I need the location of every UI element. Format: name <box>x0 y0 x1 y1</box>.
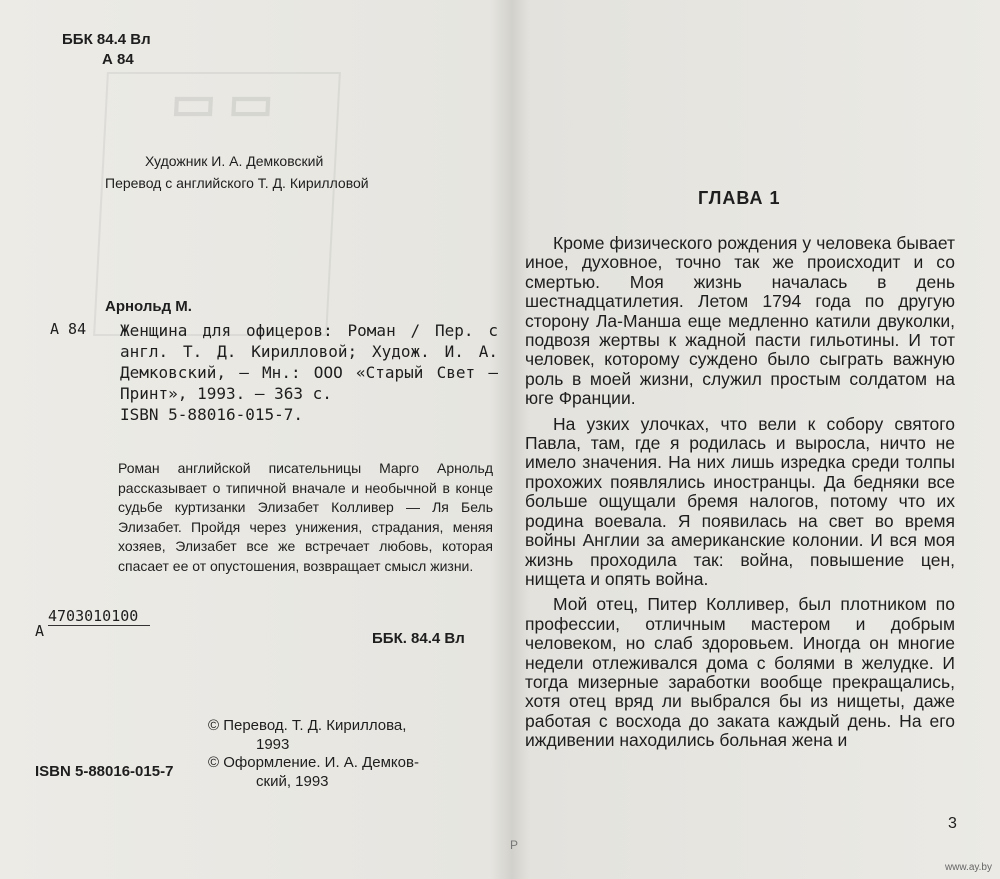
paragraph: Мой отец, Питер Колливер, был плотником по профессии, отличным мастером и добрым человеком, но слаб здоровьем. Иногда он многие недели отлеживался дома с болями в желудке. И тогда мизерные заработки вообще прекращались, хотя отец вряд ли выбрался бы из нищеты, даже работая с восхода до заката каждый день. На его иждивении находились больная жена и <box>525 594 955 751</box>
copyright-line: © Оформление. И. А. Демков- <box>208 754 419 771</box>
bibliographic-description: Женщина для офицеров: Роман / Пер. с англ. Т. Д. Кирилловой; Худож. И. А. Демковский, — Мн.: ООО «Старый Свет — Принт», 1993. — 363 с. <box>120 321 498 403</box>
credit-translator: Перевод с английского Т. Д. Кирилловой <box>105 175 369 191</box>
credits <box>105 150 369 194</box>
author-heading: Арнольд М. <box>105 298 192 315</box>
annotation: Роман английской писательницы Марго Арнольд рассказывает о типичной вначале и необычной в конце судьбе куртизанки Элизабет Колливер — Ля Бель Элизабет. Пройдя через унижения, страдания, меняя хозяев, Элизабет все же встречает любовь, которая спасает ее от опустошения, возвращает смысл жизни. <box>118 460 493 574</box>
show-through-decoration: ▭ ▭ <box>169 77 275 130</box>
copyright-translation <box>208 716 478 754</box>
bbk-top-line: А 84 <box>102 51 134 68</box>
credit-artist: Художник И. А. Демковский <box>145 153 324 169</box>
chapter-title: ГЛАВА 1 <box>698 188 781 208</box>
paragraph: На узких улочках, что вели к собору святого Павла, там, где я родилась и выросла, ничто не имело значения. На них лишь изредка среди толпы прохожих появлялись иностранцы. Да бедняки все больше ощущали бремя налогов, потому что их родина воевала. Я появилась на свет во время войны Англии за американские колонии. И вся моя жизнь проходила так: война, повышение цен, нищета и опять война. <box>525 413 955 589</box>
pencil-mark: P <box>510 838 519 852</box>
copyright-line: 1993 <box>256 736 290 753</box>
chapter-body <box>525 234 955 757</box>
bbk-bottom: ББК. 84.4 Вл <box>372 630 465 647</box>
barcode-number: 4703010100 <box>48 607 139 625</box>
barcode-underline <box>48 625 150 626</box>
bib-index: А 84 <box>50 320 87 338</box>
show-through-cover-image <box>93 72 341 336</box>
right-page <box>510 0 1000 879</box>
barcode-letter: А <box>35 622 45 640</box>
bbk-top <box>62 30 151 70</box>
copyright-design <box>208 753 478 791</box>
copyright-line: © Перевод. Т. Д. Кириллова, <box>208 717 407 734</box>
copyright-line: ский, 1993 <box>256 773 329 790</box>
paragraph: Кроме физического рождения у человека бывает иное, духовное, точно так же происходит и со смертью. Моя жизнь началась в день шестнадцатилетия. Летом 1794 года по другую сторону Ла-Манша еще медленно катили двуколки, подвозя жертвы к жадной пасти гильотины. И тот человек, которому суждено было сыграть важную роль в моей жизни, служил простым солдатом на юге Франции. <box>525 233 955 409</box>
isbn-bottom: ISBN 5-88016-015-7 <box>35 763 174 780</box>
watermark: www.ay.by <box>944 862 992 873</box>
isbn-bib: ISBN 5-88016-015-7. <box>120 405 304 424</box>
page-number: 3 <box>948 815 957 832</box>
bbk-top-line: ББК 84.4 Вл <box>62 31 151 48</box>
